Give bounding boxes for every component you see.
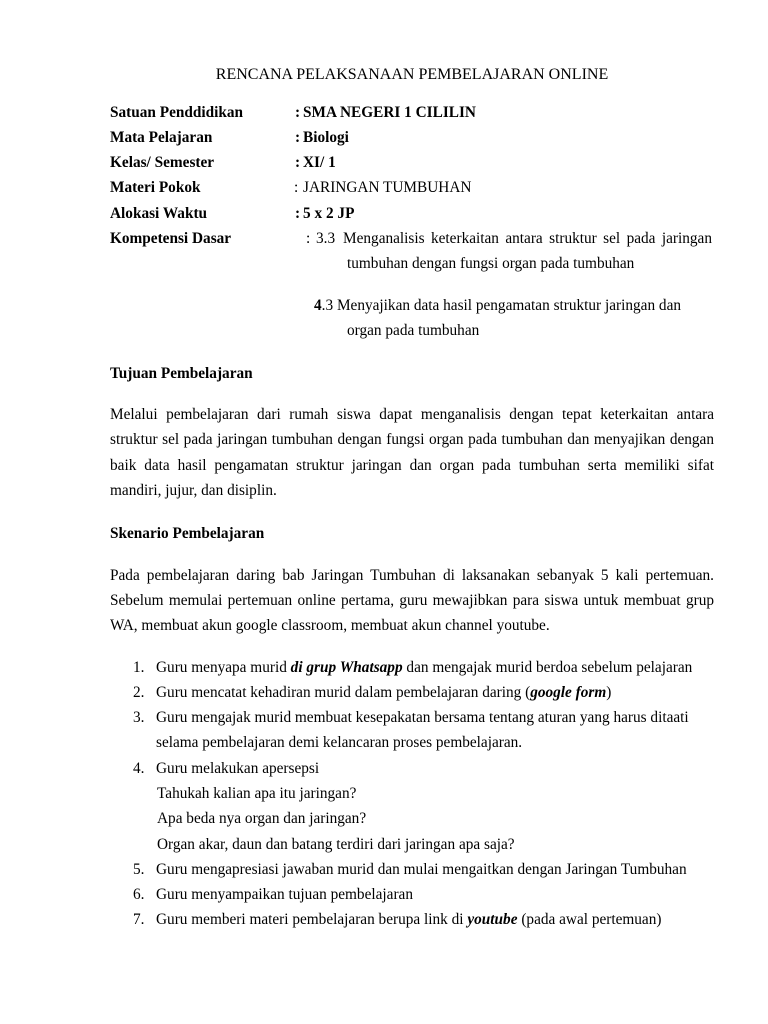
step-item (0, 680, 768, 705)
step-text: Guru menyampaikan tujuan pembelajaran (156, 886, 413, 904)
info-value: JARINGAN TUMBUHAN (303, 179, 472, 197)
info-label: Mata Pelajaran (110, 128, 213, 146)
kd-text-line: organ pada tumbuhan (347, 321, 480, 339)
step-text-part: dan mengajak murid berdoa sebelum pelajaran (402, 658, 693, 676)
info-label: Satuan Penddidikan (110, 103, 244, 121)
apersepsi-question (0, 806, 768, 831)
paragraph-line: Sebelum memulai pertemuan online pertama, guru mewajibkan para siswa untuk membuat grup (110, 591, 714, 609)
kd-number-minor: .3 (321, 296, 334, 314)
step-text-part: Guru menyapa murid (156, 658, 291, 676)
step-number: 5. (133, 860, 145, 878)
step-emphasis: youtube (467, 911, 518, 929)
step-item (0, 655, 768, 680)
kd-text: Menyajikan data hasil pengamatan struktur jaringan dan (336, 296, 682, 314)
apersepsi-question (0, 832, 768, 857)
info-label: Kelas/ Semester (110, 154, 215, 172)
paragraph-line: Melalui pembelajaran dari rumah siswa dapat menganalisis dengan tepat keterkaitan antara (110, 405, 714, 423)
document-title: RENCANA PELAKSANAAN PEMBELAJARAN ONLINE (215, 66, 609, 83)
step-number: 1. (133, 658, 145, 676)
kd-item-row (0, 293, 768, 318)
kd-continuation-row (0, 318, 768, 343)
identity-table (0, 100, 768, 277)
skenario-paragraph (110, 563, 714, 639)
info-row-mata-pelajaran (0, 125, 768, 150)
step-text (156, 655, 692, 680)
step-text-part: Guru mencatat kehadiran murid dalam pembelajaran daring ( (156, 683, 531, 701)
info-row-satuan-pendidikan (0, 100, 768, 125)
info-separator: : (306, 229, 311, 247)
step-emphasis: google form (530, 683, 607, 701)
step-item (0, 907, 768, 932)
info-row-kelas-semester (0, 150, 768, 175)
step-text-part: (pada awal pertemuan) (517, 911, 662, 929)
step-text-part: ) (606, 683, 612, 701)
step-text: selama pembelajaran demi kelancaran proses pembelajaran. (156, 734, 523, 752)
info-value: 5 x 2 JP (303, 204, 355, 222)
step-number: 6. (133, 886, 145, 904)
kd-item-line (314, 293, 681, 318)
section-heading-skenario: Skenario Pembelajaran (110, 524, 265, 542)
step-number: 2. (133, 683, 145, 701)
step-emphasis: di grup Whatsapp (290, 658, 403, 676)
step-continuation (0, 730, 768, 755)
info-row-kompetensi-dasar (0, 226, 768, 251)
info-value: XI/ 1 (303, 154, 336, 172)
info-separator: : (295, 204, 301, 222)
info-separator: : (295, 128, 301, 146)
kd-text-line: Menganalisis keterkaitan antara struktur sel pada jaringan (343, 229, 712, 247)
paragraph-line: Pada pembelajaran daring bab Jaringan Tumbuhan di laksanakan sebanyak 5 kali pertemuan. (110, 566, 714, 584)
paragraph-line: mandiri, jujur, dan disiplin. (110, 482, 277, 500)
question-text: Tahukah kalian apa itu jaringan? (157, 784, 357, 802)
question-text: Apa beda nya organ dan jaringan? (157, 810, 367, 828)
step-item (0, 756, 768, 781)
info-separator: : (295, 154, 301, 172)
step-number: 4. (133, 759, 145, 777)
info-label: Alokasi Waktu (110, 204, 208, 222)
info-value: Biologi (303, 128, 349, 146)
step-number: 3. (133, 709, 145, 727)
paragraph-line: struktur sel pada jaringan tumbuhan dengan fungsi organ pada tumbuhan dan menyajikan dengan (110, 431, 714, 449)
kd-number-major: 4 (314, 296, 322, 314)
steps-list (0, 655, 768, 933)
step-text: Guru mengajak murid membuat kesepakatan bersama tentang aturan yang harus ditaati (156, 709, 689, 727)
info-separator: : (295, 103, 301, 121)
step-number: 7. (133, 911, 145, 929)
kd-text-line: tumbuhan dengan fungsi organ pada tumbuhan (347, 255, 635, 273)
step-text: Guru melakukan apersepsi (156, 759, 320, 777)
kd-number: 3.3 (316, 229, 336, 247)
info-row-materi-pokok (0, 175, 768, 200)
info-label: Materi Pokok (110, 179, 201, 197)
tujuan-paragraph (110, 402, 714, 504)
step-text: Guru mengapresiasi jawaban murid dan mulai mengaitkan dengan Jaringan Tumbuhan (156, 860, 687, 878)
step-item (0, 882, 768, 907)
step-item (0, 705, 768, 730)
step-text-part: Guru memberi materi pembelajaran berupa link di (156, 911, 468, 929)
info-value: SMA NEGERI 1 CILILIN (303, 103, 476, 121)
kd-continuation-row (0, 251, 768, 276)
info-row-alokasi-waktu (0, 201, 768, 226)
step-text (156, 680, 611, 705)
step-item (0, 857, 768, 882)
kompetensi-dasar-item (0, 293, 768, 344)
info-separator: : (294, 179, 299, 197)
paragraph-line: WA, membuat akun google classroom, membuat akun channel youtube. (110, 616, 550, 634)
step-text (156, 907, 661, 932)
question-text: Organ akar, daun dan batang terdiri dari jaringan apa saja? (157, 835, 515, 853)
apersepsi-question (0, 781, 768, 806)
section-heading-tujuan: Tujuan Pembelajaran (110, 364, 253, 382)
info-label: Kompetensi Dasar (110, 229, 232, 247)
paragraph-line: baik data hasil pengamatan struktur jaringan dan organ pada tumbuhan serta memiliki sifat (110, 456, 714, 474)
